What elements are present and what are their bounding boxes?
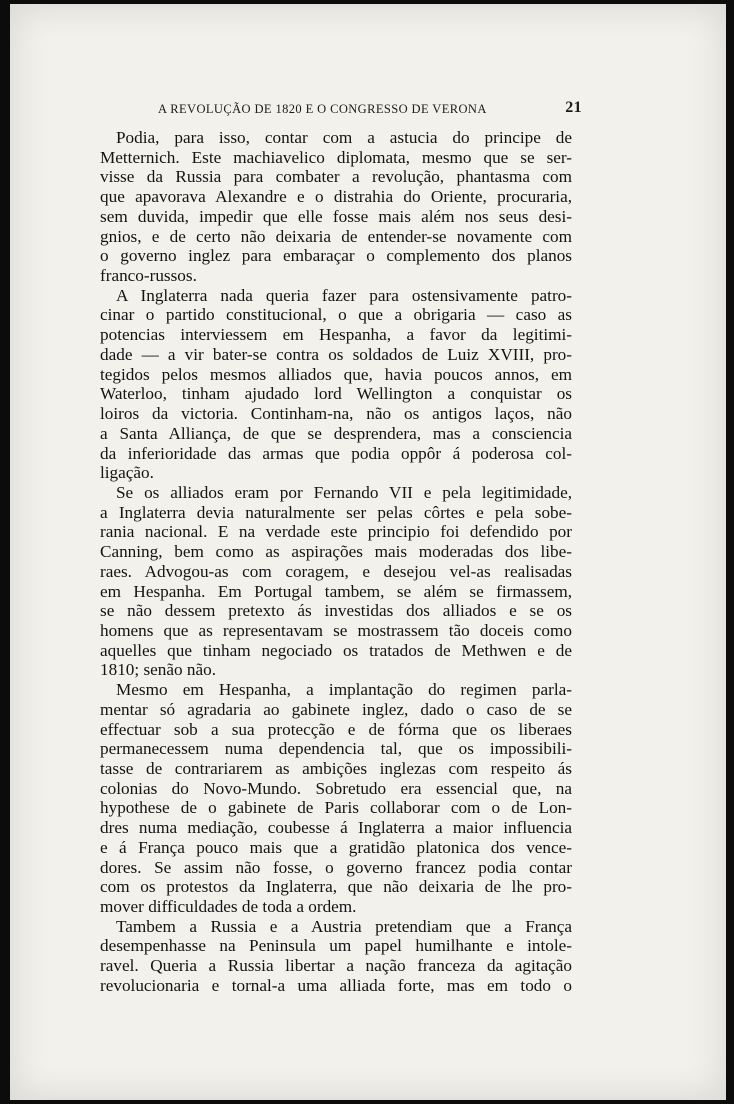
text-line: gnios, e de certo não deixaria de entender-se novamente com — [100, 226, 572, 246]
text-line: dade — a vir bater-se contra os soldados de Luiz XVIII, pro- — [100, 344, 572, 364]
text-line: colonias do Novo-Mundo. Sobretudo era essencial que, na — [100, 778, 572, 798]
text-line: a Inglaterra devia naturalmente ser pelas côrtes e pela sobe- — [100, 502, 572, 522]
text-line: ligação. — [100, 463, 154, 483]
page-number: 21 — [565, 99, 582, 116]
text-line: Canning, bem como as aspirações mais moderadas dos libe- — [100, 542, 572, 562]
text-line: sem duvida, impedir que elle fosse mais além nos seus desi- — [100, 206, 572, 226]
text-line: hypothese de o gabinete de Paris collaborar com o de Lon- — [100, 798, 572, 818]
text-line: tegidos pelos mesmos alliados que, havia poucos annos, em — [100, 364, 572, 384]
running-header — [158, 100, 582, 120]
body-text — [100, 128, 572, 996]
text-line: se não dessem pretexto ás investidas dos alliados e se os — [100, 601, 572, 621]
text-line: mentar só agradaria ao gabinete inglez, dado o caso de se — [100, 699, 572, 719]
text-line: rania nacional. E na verdade este principio foi defendido por — [100, 522, 572, 542]
text-line: da inferioridade das armas que podia oppôr á poderosa col- — [100, 443, 572, 463]
text-line: 1810; senão não. — [100, 660, 216, 680]
text-line: mover difficuldades de toda a ordem. — [100, 897, 357, 917]
text-line: em Hespanha. Em Portugal tambem, se além se firmassem, — [100, 581, 572, 601]
text-line: e á França pouco mais que a gratidão platonica dos vence- — [100, 837, 572, 857]
text-line: tasse de contrariarem as ambições inglezas com respeito ás — [100, 759, 572, 778]
text-line: a Santa Alliança, de que se desprendera, mas a consciencia — [100, 423, 572, 443]
text-line: Mesmo em Hespanha, a implantação do regimen parla- — [116, 680, 572, 700]
text-line: A Inglaterra nada queria fazer para ostensivamente patro- — [116, 285, 572, 305]
text-line: raes. Advogou-as com coragem, e desejou vel-as realisadas — [100, 561, 572, 581]
text-line: Se os alliados eram por Fernando VII e pela legitimidade, — [116, 482, 572, 502]
text-line: revolucionaria e tornal-a uma alliada forte, mas em todo o — [100, 975, 572, 995]
running-title: A REVOLUÇÃO DE 1820 E O CONGRESSO DE VERONA — [158, 102, 487, 116]
text-line: franco-russos. — [100, 266, 197, 286]
text-line: ravel. Queria a Russia libertar a nação franceza da agitação — [100, 956, 572, 976]
text-line: com os protestos da Inglaterra, que não deixaria de lhe pro- — [100, 877, 572, 897]
text-line: Metternich. Este machiavelico diplomata, mesmo que se ser- — [100, 147, 572, 167]
text-line: homens que as representavam se mostrassem tão doceis como — [100, 620, 572, 640]
text-line: que apavorava Alexandre e o distrahia do Oriente, procuraria, — [100, 187, 572, 207]
text-line: permanecessem numa dependencia tal, que os impossibili- — [100, 739, 572, 759]
text-line: loiros da victoria. Continham-na, não os antigos laços, não — [100, 404, 572, 424]
text-line: Waterloo, tinham ajudado lord Wellington a conquistar os — [100, 384, 572, 404]
text-line: desempenhasse na Peninsula um papel humilhante e intole- — [100, 936, 572, 956]
text-line: dores. Se assim não fosse, o governo francez podia contar — [100, 857, 572, 877]
text-line: cinar o partido constitucional, o que a obrigaria — caso as — [100, 305, 572, 325]
text-line: Podia, para isso, contar com a astucia do principe de — [116, 128, 572, 147]
text-line: visse da Russia para combater a revolução, phantasma com — [100, 167, 572, 187]
text-line: dres numa mediação, coubesse á Inglaterra a maior influencia — [100, 818, 572, 838]
text-line: effectuar sob a sua protecção e de fórma que os liberaes — [100, 719, 572, 739]
text-line: Tambem a Russia e a Austria pretendiam que a França — [116, 916, 572, 936]
text-line: aquelles que tinham negociado os tratados de Methwen e de — [100, 640, 572, 660]
text-line: o governo inglez para embaraçar o complemento dos planos — [100, 246, 572, 266]
text-line: potencias interviessem em Hespanha, a favor da legitimi- — [100, 325, 572, 345]
